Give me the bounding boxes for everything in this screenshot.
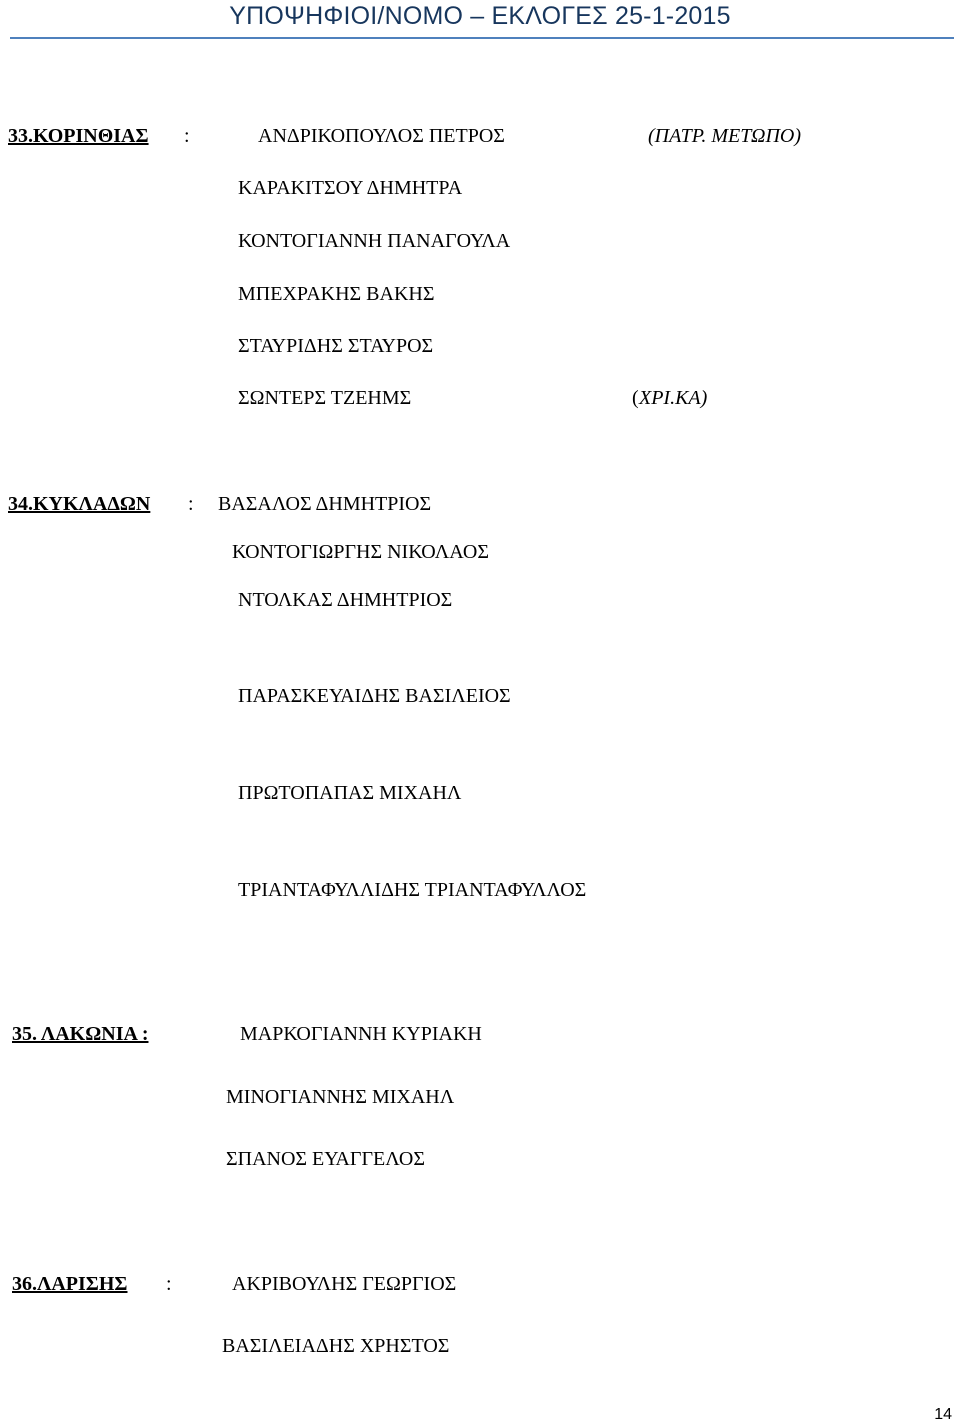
region-label-korinthias [8,124,149,148]
region-name: 35. ΛΑΚΩΝΙΑ : [12,1023,149,1045]
candidate-name: ΣΤΑΥΡΙΔΗΣ ΣΤΑΥΡΟΣ [238,335,434,357]
region-label-larisis [12,1272,128,1296]
page-number: 14 [934,1406,952,1423]
header-divider [10,37,954,39]
candidate-name: ΜΠΕΧΡΑΚΗΣ ΒΑΚΗΣ [238,283,435,305]
region-label-kykladon [8,492,150,516]
region-colon: : [166,1273,172,1295]
region-name: 33.ΚΟΡΙΝΘΙΑΣ [8,125,149,147]
region-label-lakonia [12,1022,148,1046]
candidate-name: ΠΡΩΤΟΠΑΠΑΣ ΜΙΧΑΗΛ [238,782,462,804]
candidate-name: ΚΟΝΤΟΓΙΑΝΝΗ ΠΑΝΑΓΟΥΛΑ [238,230,511,252]
candidate-name: ΣΩΝΤΕΡΣ ΤΖΕΗΜΣ [238,387,412,409]
candidate-name: ΝΤΟΛΚΑΣ ΔΗΜΗΤΡΙΟΣ [238,589,453,611]
candidate-name: ΠΑΡΑΣΚΕΥΑΙΔΗΣ ΒΑΣΙΛΕΙΟΣ [238,685,511,707]
candidate-name: ΚΟΝΤΟΓΙΩΡΓΗΣ ΝΙΚΟΛΑΟΣ [232,541,489,563]
candidate-name: ΑΚΡΙΒΟΥΛΗΣ ΓΕΩΡΓΙΟΣ [232,1273,457,1295]
candidate-party-note: ΧΡΙ.ΚΑ) [639,387,708,409]
region-colon: : [188,493,194,515]
candidate-name: ΣΠΑΝΟΣ ΕΥΑΓΓΕΛΟΣ [226,1148,425,1170]
region-colon: : [184,125,190,147]
region-name: 34.ΚΥΚΛΑΔΩΝ [8,493,151,515]
candidate-name: ΒΑΣΑΛΟΣ ΔΗΜΗΤΡΙΟΣ [218,493,432,515]
candidate-name: ΜΙΝΟΓΙΑΝΝΗΣ ΜΙΧΑΗΛ [226,1086,455,1108]
candidate-party-note: (ΠΑΤΡ. ΜΕΤΩΠΟ) [648,125,802,147]
candidate-name: ΤΡΙΑΝΤΑΦΥΛΛΙΔΗΣ ΤΡΙΑΝΤΑΦΥΛΛΟΣ [238,879,587,901]
candidate-name: ΜΑΡΚΟΓΙΑΝΝΗ ΚΥΡΙΑΚΗ [240,1023,482,1045]
page-header-title: ΥΠΟΨΗΦΙΟΙ/ΝΟΜΟ – ΕΚΛΟΓΕΣ 25-1-2015 [229,2,731,30]
candidate-party-note-open: ( [632,387,639,409]
candidate-name: ΚΑΡΑΚΙΤΣΟΥ ΔΗΜΗΤΡΑ [238,177,463,199]
candidate-name: ΒΑΣΙΛΕΙΑΔΗΣ ΧΡΗΣΤΟΣ [222,1335,450,1357]
candidate-name: ΑΝΔΡΙΚΟΠΟΥΛΟΣ ΠΕΤΡΟΣ [258,125,505,147]
region-name: 36.ΛΑΡΙΣΗΣ [12,1273,128,1295]
